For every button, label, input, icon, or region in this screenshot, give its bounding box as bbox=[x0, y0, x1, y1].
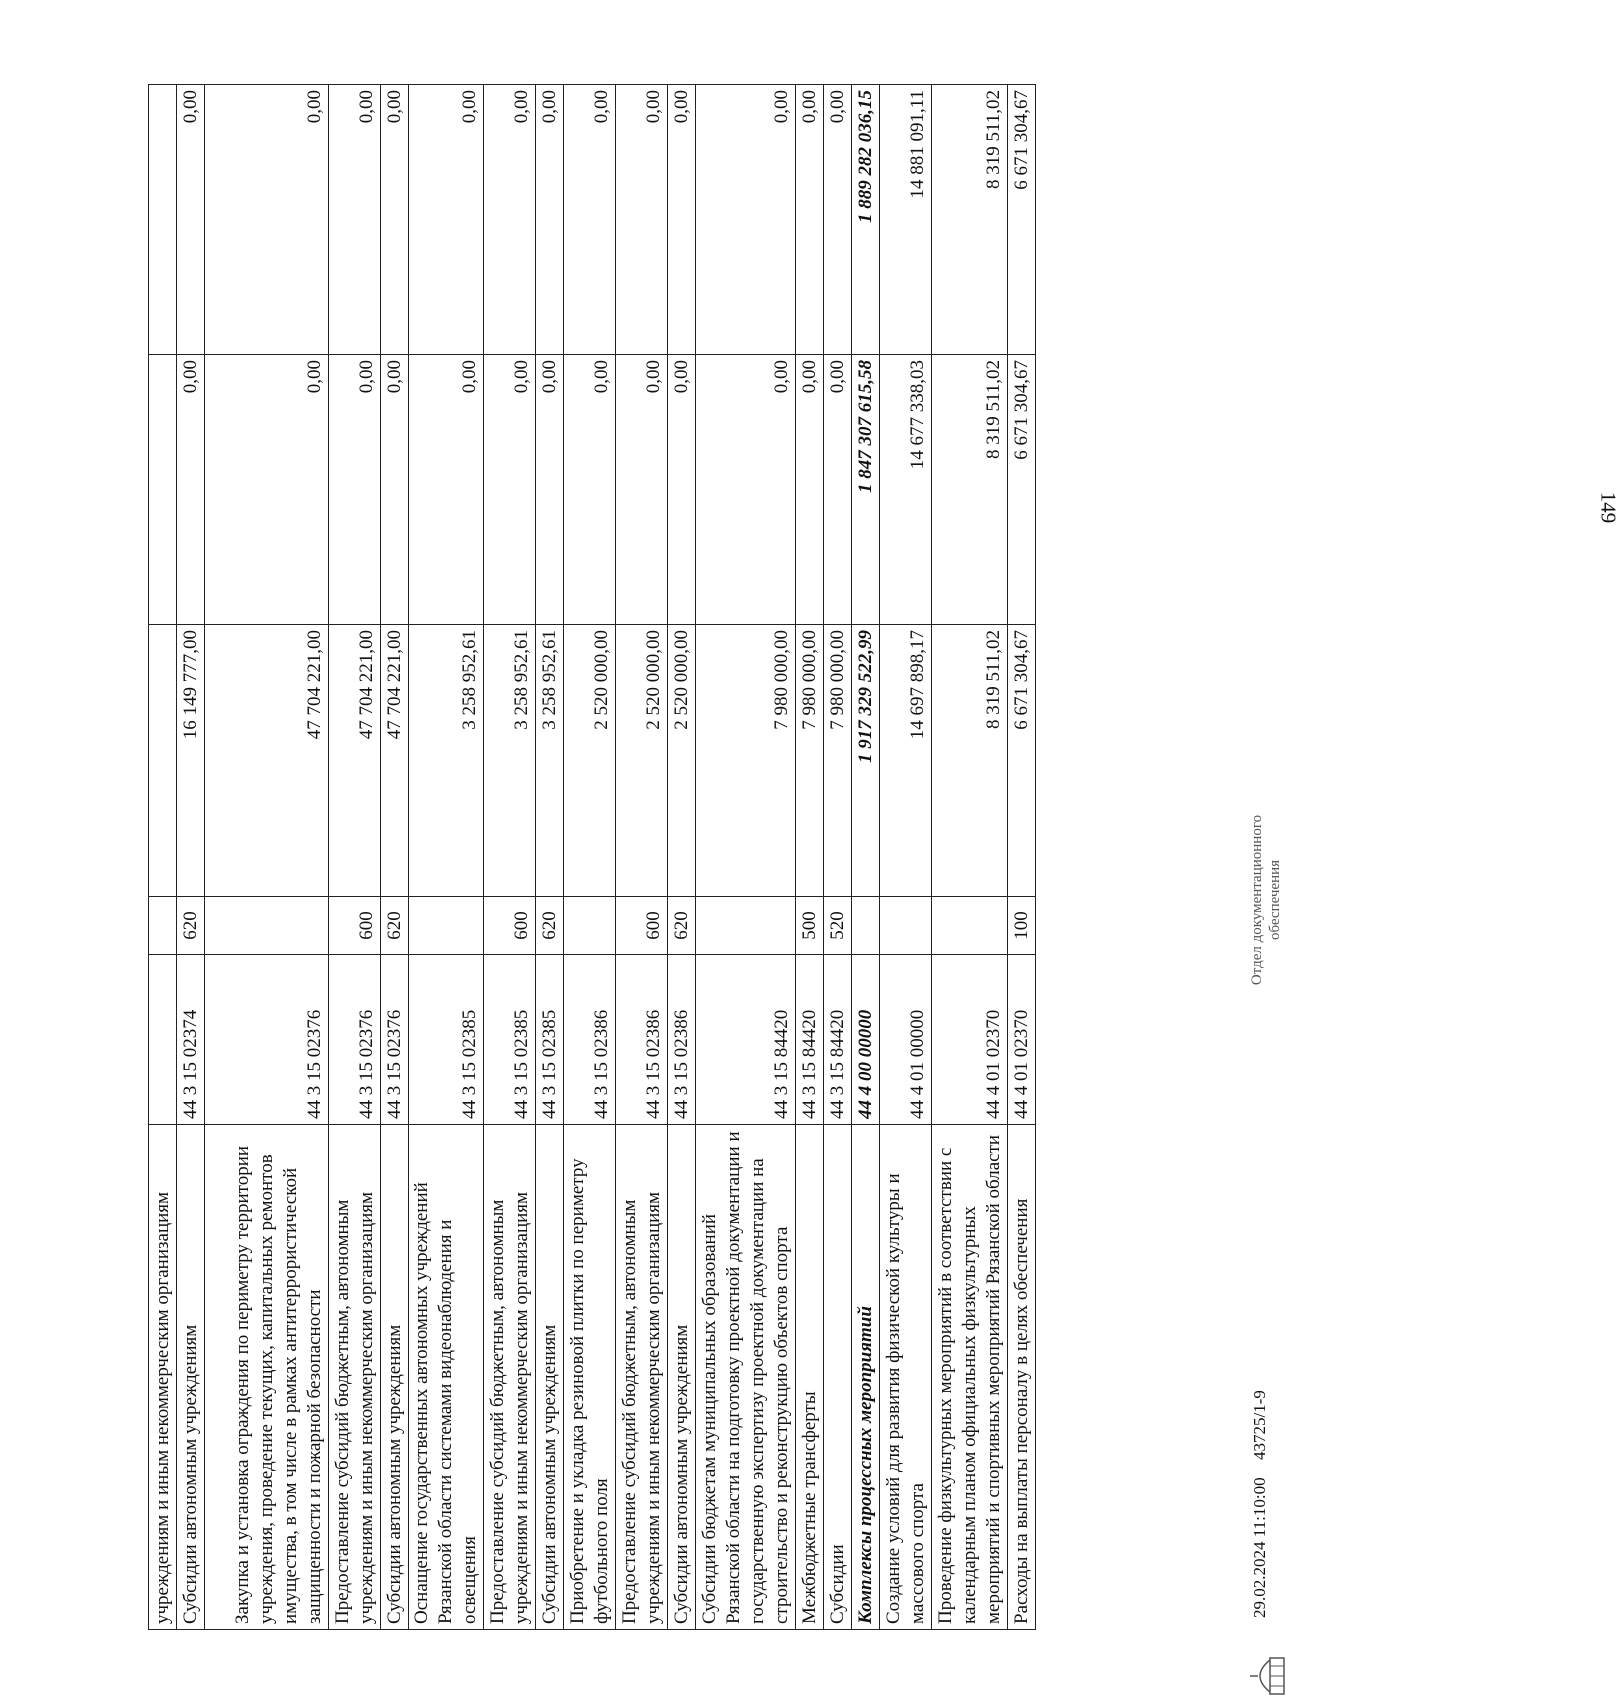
row-amount-year-3: 1 889 282 036,15 bbox=[852, 85, 880, 355]
row-description: Создание условий для развития физической культуры и массового спорта bbox=[880, 1125, 932, 1630]
row-target-code: 44 4 01 00000 bbox=[880, 955, 932, 1125]
row-amount-year-3 bbox=[149, 85, 177, 355]
row-expense-type: 620 bbox=[381, 897, 409, 955]
row-amount-year-1: 7 980 000,00 bbox=[696, 625, 796, 897]
row-description: Предоставление субсидий бюджетным, автономным учреждениям и иным некоммерческим организациям bbox=[484, 1125, 536, 1630]
row-amount-year-2: 0,00 bbox=[409, 355, 484, 625]
row-amount-year-3: 0,00 bbox=[409, 85, 484, 355]
row-amount-year-2: 0,00 bbox=[381, 355, 409, 625]
row-description: Расходы на выплаты персоналу в целях обеспечения bbox=[1008, 1125, 1036, 1630]
row-expense-type bbox=[564, 897, 616, 955]
row-target-code: 44 3 15 02374 bbox=[177, 955, 205, 1125]
row-amount-year-1: 47 704 221,00 bbox=[381, 625, 409, 897]
row-amount-year-3: 14 881 091,11 bbox=[880, 85, 932, 355]
row-description: Предоставление субсидий бюджетным, автономным учреждениям и иным некоммерческим организациям bbox=[616, 1125, 668, 1630]
row-amount-year-3: 0,00 bbox=[329, 85, 381, 355]
row-amount-year-3: 0,00 bbox=[484, 85, 536, 355]
row-target-code bbox=[149, 955, 177, 1125]
table-row bbox=[409, 85, 484, 1630]
row-target-code: 44 4 00 00000 bbox=[852, 955, 880, 1125]
row-amount-year-2 bbox=[149, 355, 177, 625]
row-expense-type: 600 bbox=[484, 897, 536, 955]
row-amount-year-2: 0,00 bbox=[668, 355, 696, 625]
row-description: Закупка и установка ограждения по периметру территории учреждения, проведение текущих, капитальных ремонтов имущества, в том числе в рамках антитеррористической защищенности и пожарной безопасности bbox=[205, 1125, 329, 1630]
row-description: Субсидии автономным учреждениям bbox=[381, 1125, 409, 1630]
row-target-code: 44 3 15 02376 bbox=[205, 955, 329, 1125]
row-amount-year-3: 0,00 bbox=[205, 85, 329, 355]
row-amount-year-1: 7 980 000,00 bbox=[824, 625, 852, 897]
row-amount-year-2: 0,00 bbox=[796, 355, 824, 625]
row-amount-year-1: 6 671 304,67 bbox=[1008, 625, 1036, 897]
row-expense-type: 620 bbox=[668, 897, 696, 955]
row-amount-year-3: 6 671 304,67 bbox=[1008, 85, 1036, 355]
table-row bbox=[852, 85, 880, 1630]
row-target-code: 44 3 15 84420 bbox=[824, 955, 852, 1125]
table-row bbox=[824, 85, 852, 1630]
row-amount-year-1: 3 258 952,61 bbox=[484, 625, 536, 897]
row-amount-year-1: 1 917 329 522,99 bbox=[852, 625, 880, 897]
row-amount-year-1: 2 520 000,00 bbox=[668, 625, 696, 897]
row-amount-year-2: 0,00 bbox=[484, 355, 536, 625]
row-target-code: 44 3 15 02385 bbox=[536, 955, 564, 1125]
row-expense-type bbox=[149, 897, 177, 955]
row-expense-type: 620 bbox=[177, 897, 205, 955]
row-amount-year-2: 0,00 bbox=[205, 355, 329, 625]
row-amount-year-2: 0,00 bbox=[564, 355, 616, 625]
table-row bbox=[484, 85, 536, 1630]
row-amount-year-2: 8 319 511,02 bbox=[932, 355, 1008, 625]
department-stamp: Отдел документационного обеспечения bbox=[1249, 814, 1283, 986]
table-row bbox=[381, 85, 409, 1630]
row-expense-type bbox=[852, 897, 880, 955]
row-target-code: 44 3 15 02386 bbox=[668, 955, 696, 1125]
row-amount-year-3: 8 319 511,02 bbox=[932, 85, 1008, 355]
row-target-code: 44 3 15 02376 bbox=[381, 955, 409, 1125]
row-amount-year-2: 0,00 bbox=[329, 355, 381, 625]
table-row bbox=[1008, 85, 1036, 1630]
row-description: Субсидии автономным учреждениям bbox=[668, 1125, 696, 1630]
table-row bbox=[149, 85, 177, 1630]
row-amount-year-1: 47 704 221,00 bbox=[329, 625, 381, 897]
row-amount-year-2: 6 671 304,67 bbox=[1008, 355, 1036, 625]
row-target-code: 44 3 15 02385 bbox=[484, 955, 536, 1125]
row-expense-type bbox=[205, 897, 329, 955]
row-description: Субсидии автономным учреждениям bbox=[177, 1125, 205, 1630]
row-amount-year-3: 0,00 bbox=[381, 85, 409, 355]
row-expense-type: 100 bbox=[1008, 897, 1036, 955]
row-expense-type: 520 bbox=[824, 897, 852, 955]
row-description: учреждениям и иным некоммерческим организациям bbox=[149, 1125, 177, 1630]
row-amount-year-1: 3 258 952,61 bbox=[409, 625, 484, 897]
row-amount-year-3: 0,00 bbox=[177, 85, 205, 355]
row-description: Субсидии автономным учреждениям bbox=[536, 1125, 564, 1630]
row-expense-type bbox=[880, 897, 932, 955]
row-amount-year-1: 2 520 000,00 bbox=[564, 625, 616, 897]
row-target-code: 44 4 01 02370 bbox=[932, 955, 1008, 1125]
row-amount-year-2: 0,00 bbox=[824, 355, 852, 625]
row-amount-year-3: 0,00 bbox=[616, 85, 668, 355]
table-row bbox=[932, 85, 1008, 1630]
row-target-code: 44 4 01 02370 bbox=[1008, 955, 1036, 1125]
coat-of-arms-icon bbox=[1246, 1654, 1290, 1698]
row-description: Межбюджетные трансферты bbox=[796, 1125, 824, 1630]
table-row bbox=[205, 85, 329, 1630]
row-description: Субсидии бюджетам муниципальных образований Рязанской области на подготовку проектной документации и государственную экспертизу проектной документации на строительство и реконструкцию объектов спорта bbox=[696, 1125, 796, 1630]
row-description: Комплексы процессных мероприятий bbox=[852, 1125, 880, 1630]
row-amount-year-3: 0,00 bbox=[668, 85, 696, 355]
row-amount-year-2: 1 847 307 615,58 bbox=[852, 355, 880, 625]
table-row bbox=[668, 85, 696, 1630]
table-row bbox=[564, 85, 616, 1630]
row-description: Проведение физкультурных мероприятий в соответствии с календарным планом официальных физкультурных мероприятий и спортивных мероприятий Рязанской области bbox=[932, 1125, 1008, 1630]
footer-doc-number: 43725/1-9 bbox=[1250, 1390, 1269, 1460]
row-expense-type: 500 bbox=[796, 897, 824, 955]
row-expense-type bbox=[409, 897, 484, 955]
table-row bbox=[696, 85, 796, 1630]
table-row bbox=[177, 85, 205, 1630]
table-row bbox=[880, 85, 932, 1630]
footer-date: 29.02.2024 11:10:00 bbox=[1250, 1477, 1269, 1618]
row-amount-year-3: 0,00 bbox=[796, 85, 824, 355]
rotated-page bbox=[148, 85, 1283, 1630]
row-amount-year-3: 0,00 bbox=[696, 85, 796, 355]
row-expense-type bbox=[932, 897, 1008, 955]
table-row bbox=[616, 85, 668, 1630]
budget-table bbox=[148, 84, 1036, 1630]
row-expense-type: 600 bbox=[329, 897, 381, 955]
row-target-code: 44 3 15 02376 bbox=[329, 955, 381, 1125]
row-amount-year-3: 0,00 bbox=[564, 85, 616, 355]
table-row bbox=[329, 85, 381, 1630]
row-amount-year-3: 0,00 bbox=[824, 85, 852, 355]
row-expense-type bbox=[696, 897, 796, 955]
row-amount-year-3: 0,00 bbox=[536, 85, 564, 355]
row-amount-year-1: 8 319 511,02 bbox=[932, 625, 1008, 897]
row-expense-type: 600 bbox=[616, 897, 668, 955]
row-amount-year-1: 16 149 777,00 bbox=[177, 625, 205, 897]
page-number: 149 bbox=[1596, 491, 1621, 524]
row-amount-year-1: 47 704 221,00 bbox=[205, 625, 329, 897]
row-amount-year-1: 2 520 000,00 bbox=[616, 625, 668, 897]
row-target-code: 44 3 15 84420 bbox=[696, 955, 796, 1125]
row-description: Предоставление субсидий бюджетным, автономным учреждениям и иным некоммерческим организациям bbox=[329, 1125, 381, 1630]
row-amount-year-2: 0,00 bbox=[616, 355, 668, 625]
row-description: Субсидии bbox=[824, 1125, 852, 1630]
row-target-code: 44 3 15 02386 bbox=[616, 955, 668, 1125]
row-amount-year-2: 14 677 338,03 bbox=[880, 355, 932, 625]
row-amount-year-1: 14 697 898,17 bbox=[880, 625, 932, 897]
table-row bbox=[536, 85, 564, 1630]
row-expense-type: 620 bbox=[536, 897, 564, 955]
row-target-code: 44 3 15 02385 bbox=[409, 955, 484, 1125]
row-target-code: 44 3 15 02386 bbox=[564, 955, 616, 1125]
row-amount-year-2: 0,00 bbox=[177, 355, 205, 625]
table-row bbox=[796, 85, 824, 1630]
row-amount-year-1: 3 258 952,61 bbox=[536, 625, 564, 897]
row-amount-year-1: 7 980 000,00 bbox=[796, 625, 824, 897]
row-target-code: 44 3 15 84420 bbox=[796, 955, 824, 1125]
row-amount-year-2: 0,00 bbox=[536, 355, 564, 625]
row-description: Оснащение государственных автономных учреждений Рязанской области системами видеонаблюдения и освещения bbox=[409, 1125, 484, 1630]
row-amount-year-1 bbox=[149, 625, 177, 897]
row-description: Приобретение и укладка резиновой плитки по периметру футбольного поля bbox=[564, 1125, 616, 1630]
row-amount-year-2: 0,00 bbox=[696, 355, 796, 625]
